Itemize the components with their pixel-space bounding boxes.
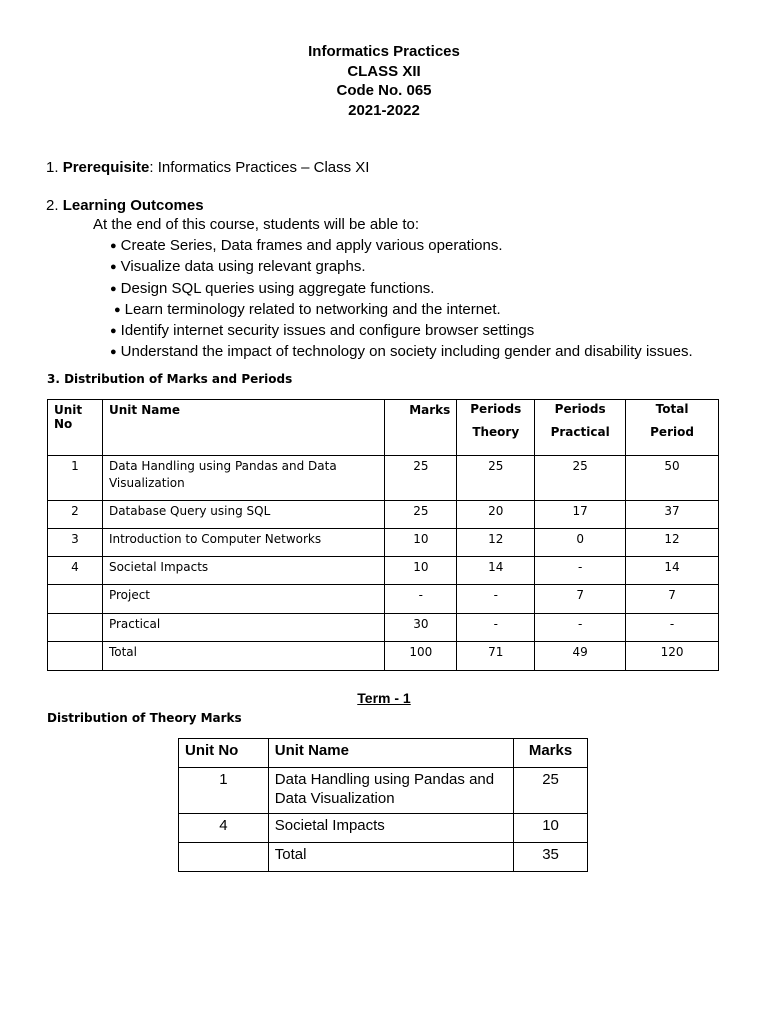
bullet-icon: ● <box>110 346 117 359</box>
list-item: ● Create Series, Data frames and apply various operations. <box>110 237 503 254</box>
cell-unit: 2 <box>48 501 103 529</box>
cell-unit-name: Introduction to Computer Networks <box>102 529 384 557</box>
learning-outcomes-label: Learning Outcomes <box>62 197 204 214</box>
cell-unit-name: Project <box>102 585 384 614</box>
cell-unit <box>48 585 103 614</box>
cell-unit: 4 <box>179 814 269 843</box>
class-title: CLASS XII <box>347 62 421 80</box>
table-header-row <box>48 400 719 456</box>
cell-practical: 25 <box>535 456 626 501</box>
prerequisite-label: Prerequisite <box>62 159 150 176</box>
prerequisite-text: : Informatics Practices – Class XI <box>149 159 370 176</box>
cell-unit-name: Societal Impacts <box>268 814 513 843</box>
col-header-periods-practical: Periods Practical <box>535 400 626 456</box>
cell-total: 37 <box>626 501 719 529</box>
col-header-total-period: Total Period <box>626 400 719 456</box>
cell-practical: 49 <box>535 642 626 671</box>
table-row <box>48 557 719 585</box>
list-item: ● Understand the impact of technology on society including gender and disability issues. <box>110 343 693 361</box>
table-row <box>179 768 588 814</box>
bullet-icon: ● <box>110 325 117 338</box>
cell-unit-name: Data Handling using Pandas and Data Visualization <box>268 768 513 814</box>
learning-outcomes-heading <box>46 197 204 214</box>
col-header-unit-name: Unit Name <box>268 739 513 768</box>
table-row <box>48 614 719 642</box>
cell-total: 7 <box>626 585 719 614</box>
cell-theory: 12 <box>457 529 535 557</box>
col-header-periods-theory: Periods Theory <box>457 400 535 456</box>
col-header-marks: Marks <box>514 739 588 768</box>
col-header-unit-no: Unit No <box>179 739 269 768</box>
table-row <box>48 585 719 614</box>
col-header-unit-name: Unit Name <box>102 400 384 456</box>
table-row <box>48 456 719 501</box>
cell-unit: 1 <box>48 456 103 501</box>
cell-unit: 4 <box>48 557 103 585</box>
bullet-icon: ● <box>110 282 117 295</box>
cell-practical: - <box>535 614 626 642</box>
cell-theory: - <box>457 614 535 642</box>
list-item: ● Design SQL queries using aggregate functions. <box>110 279 435 297</box>
cell-practical: - <box>535 557 626 585</box>
subject-title: Informatics Practices <box>308 43 460 60</box>
prerequisite-line <box>46 159 369 176</box>
term-1-heading: Term - 1 <box>357 690 411 706</box>
cell-marks: 25 <box>385 456 457 501</box>
cell-total: 14 <box>626 557 719 585</box>
table-row-total <box>48 642 719 671</box>
cell-total: 120 <box>626 642 719 671</box>
cell-theory: 71 <box>457 642 535 671</box>
learning-outcomes-intro: At the end of this course, students will be able to: <box>93 216 420 233</box>
cell-marks: 10 <box>514 814 588 843</box>
cell-marks: 30 <box>385 614 457 642</box>
cell-practical: 17 <box>535 501 626 529</box>
table-row <box>48 501 719 529</box>
cell-theory: 20 <box>457 501 535 529</box>
bullet-icon: ● <box>114 303 121 316</box>
table-row <box>179 814 588 843</box>
cell-total: - <box>626 614 719 642</box>
distribution-heading: 3. Distribution of Marks and Periods <box>47 372 293 386</box>
cell-unit <box>179 843 269 872</box>
list-item: ● Learn terminology related to networking and the internet. <box>114 300 501 318</box>
cell-marks: 100 <box>385 642 457 671</box>
cell-unit: 1 <box>179 768 269 814</box>
bullet-icon: ● <box>110 240 117 252</box>
cell-unit: 3 <box>48 529 103 557</box>
cell-marks: - <box>385 585 457 614</box>
cell-total: 50 <box>626 456 719 501</box>
table-row <box>48 529 719 557</box>
col-header-unit-no: Unit No <box>48 400 103 456</box>
cell-marks: 10 <box>385 529 457 557</box>
cell-theory: 25 <box>457 456 535 501</box>
session-year: 2021-2022 <box>348 101 420 119</box>
theory-distribution-heading: Distribution of Theory Marks <box>47 711 242 725</box>
document-title-block <box>0 42 768 120</box>
cell-marks: 10 <box>385 557 457 585</box>
table-row-total <box>179 843 588 872</box>
cell-theory: 14 <box>457 557 535 585</box>
table-header-row <box>179 739 588 768</box>
cell-unit-name: Database Query using SQL <box>102 501 384 529</box>
cell-total: 12 <box>626 529 719 557</box>
code-number: Code No. 065 <box>336 82 432 99</box>
cell-practical: 0 <box>535 529 626 557</box>
cell-practical: 7 <box>535 585 626 614</box>
cell-marks: 35 <box>514 843 588 872</box>
cell-unit-name: Total <box>268 843 513 872</box>
term-1-theory-table <box>178 738 588 872</box>
cell-unit <box>48 614 103 642</box>
list-item: ● Visualize data using relevant graphs. <box>110 258 366 276</box>
cell-unit-name: Data Handling using Pandas and Data Visualization <box>102 456 384 501</box>
bullet-icon: ● <box>110 261 117 274</box>
cell-theory: - <box>457 585 535 614</box>
col-header-marks: Marks <box>385 400 457 456</box>
cell-unit-name: Societal Impacts <box>102 557 384 585</box>
learning-outcomes-number: 2. <box>46 197 59 214</box>
cell-marks: 25 <box>514 768 588 814</box>
learning-outcomes-list <box>110 236 693 364</box>
cell-unit <box>48 642 103 671</box>
list-item: ● Identify internet security issues and configure browser settings <box>110 322 535 340</box>
cell-marks: 25 <box>385 501 457 529</box>
prerequisite-number: 1. <box>46 159 59 176</box>
marks-periods-table <box>47 399 719 671</box>
cell-unit-name: Total <box>102 642 384 671</box>
cell-unit-name: Practical <box>102 614 384 642</box>
